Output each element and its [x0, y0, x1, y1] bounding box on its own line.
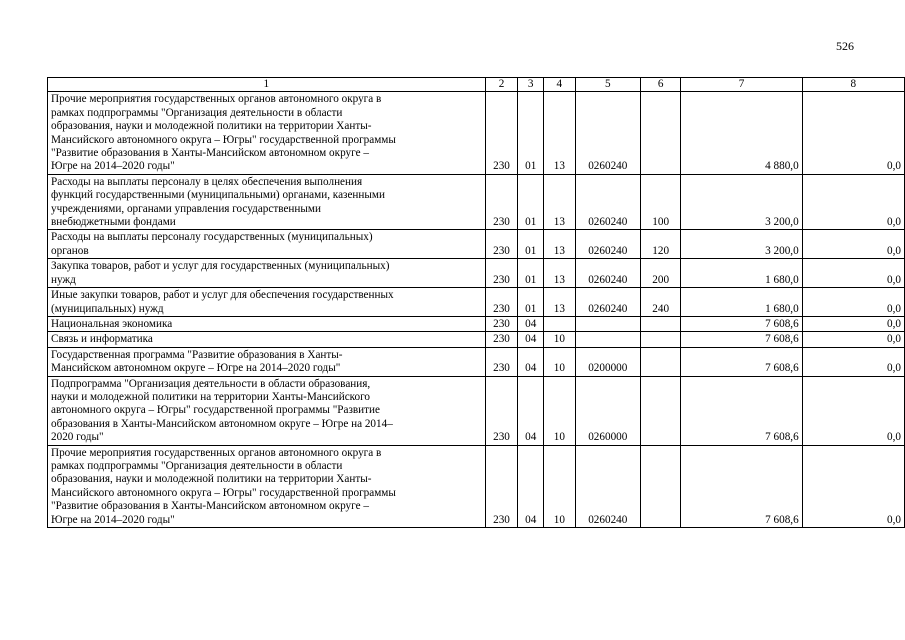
expense-type-cell: [640, 332, 680, 347]
section-cell: 01: [518, 92, 544, 174]
row-name-line: Югре на 2014–2020 годы": [51, 513, 175, 526]
admin-code-cell: 230: [485, 332, 518, 347]
target-item-cell: 0260000: [575, 376, 640, 445]
table-row: [48, 347, 905, 376]
expense-type-cell: [640, 376, 680, 445]
amount-cell: 0,0: [802, 174, 904, 230]
row-name-line: (муниципальных) нужд: [51, 302, 164, 315]
row-name-line: Национальная экономика: [51, 317, 173, 330]
amount-cell: 7 608,6: [681, 332, 802, 347]
section-cell: 01: [518, 288, 544, 317]
amount-cell: 3 200,0: [681, 230, 802, 259]
row-name-line: Мансийского автономного округа – Югры" государственной программы: [51, 486, 396, 499]
row-name-line: Югре на 2014–2020 годы": [51, 160, 175, 173]
amount-cell: 7 608,6: [681, 347, 802, 376]
subsection-cell: [544, 316, 576, 331]
column-header: 3: [518, 78, 544, 92]
table-row: [48, 174, 905, 230]
amount-cell: 0,0: [802, 92, 904, 174]
amount-cell: 7 608,6: [681, 445, 802, 527]
row-name-cell: [48, 316, 486, 331]
amount-cell: 0,0: [802, 288, 904, 317]
subsection-cell: 10: [544, 347, 576, 376]
page-number: 526: [836, 39, 854, 53]
table-row: [48, 445, 905, 527]
table-row: [48, 259, 905, 288]
subsection-cell: 13: [544, 92, 576, 174]
amount-cell: 1 680,0: [681, 259, 802, 288]
amount-cell: 0,0: [802, 316, 904, 331]
table-row: [48, 92, 905, 174]
row-name-line: Связь и информатика: [51, 333, 153, 346]
table-row: [48, 230, 905, 259]
amount-cell: 0,0: [802, 445, 904, 527]
section-cell: 04: [518, 332, 544, 347]
budget-table: [47, 77, 905, 528]
table-row: [48, 332, 905, 347]
column-header: 7: [681, 78, 802, 92]
row-name-line: Расходы на выплаты персоналу государственных (муниципальных): [51, 231, 373, 244]
target-item-cell: 0200000: [575, 347, 640, 376]
admin-code-cell: 230: [485, 347, 518, 376]
subsection-cell: 13: [544, 259, 576, 288]
target-item-cell: 0260240: [575, 174, 640, 230]
admin-code-cell: 230: [485, 288, 518, 317]
table-header-row: [48, 78, 905, 92]
amount-cell: 4 880,0: [681, 92, 802, 174]
target-item-cell: 0260240: [575, 259, 640, 288]
column-header: 8: [802, 78, 904, 92]
subsection-cell: 10: [544, 445, 576, 527]
row-name-cell: [48, 92, 486, 174]
column-header: 1: [48, 78, 486, 92]
row-name-line: Подпрограмма "Организация деятельности в области образования,: [51, 377, 371, 390]
row-name-line: Расходы на выплаты персоналу в целях обеспечения выполнения: [51, 175, 363, 188]
row-name-cell: [48, 445, 486, 527]
admin-code-cell: 230: [485, 316, 518, 331]
row-name-line: Закупка товаров, работ и услуг для государственных (муниципальных): [51, 260, 390, 273]
row-name-line: 2020 годы": [51, 431, 104, 444]
row-name-line: образования в Ханты-Мансийском автономном округе – Югре на 2014–: [51, 417, 393, 430]
row-name-line: образования, науки и молодежной политики на территории Ханты-: [51, 473, 372, 486]
section-cell: 01: [518, 174, 544, 230]
row-name-line: учреждениями, органами управления государственными: [51, 202, 321, 215]
subsection-cell: 13: [544, 230, 576, 259]
row-name-line: рамках подпрограммы "Организация деятельности в области: [51, 459, 343, 472]
expense-type-cell: [640, 347, 680, 376]
amount-cell: 7 608,6: [681, 316, 802, 331]
table-row: [48, 376, 905, 445]
target-item-cell: [575, 332, 640, 347]
row-name-line: Государственная программа "Развитие образования в Ханты-: [51, 348, 343, 361]
row-name-cell: [48, 230, 486, 259]
target-item-cell: 0260240: [575, 230, 640, 259]
target-item-cell: 0260240: [575, 288, 640, 317]
row-name-line: образования, науки и молодежной политики на территории Ханты-: [51, 120, 372, 133]
row-name-line: автономного округа – Югры" государственной программы "Развитие: [51, 404, 381, 417]
section-cell: 04: [518, 376, 544, 445]
expense-type-cell: 100: [640, 174, 680, 230]
row-name-cell: [48, 376, 486, 445]
admin-code-cell: 230: [485, 174, 518, 230]
section-cell: 01: [518, 230, 544, 259]
row-name-line: науки и молодежной политики на территории Ханты-Мансийского: [51, 390, 371, 403]
row-name-line: Прочие мероприятия государственных органов автономного округа в: [51, 446, 382, 459]
column-header: 4: [544, 78, 576, 92]
row-name-line: Иные закупки товаров, работ и услуг для обеспечения государственных: [51, 289, 394, 302]
subsection-cell: 13: [544, 174, 576, 230]
row-name-cell: [48, 259, 486, 288]
amount-cell: 1 680,0: [681, 288, 802, 317]
subsection-cell: 13: [544, 288, 576, 317]
admin-code-cell: 230: [485, 376, 518, 445]
row-name-line: функций государственными (муниципальными) органами, казенными: [51, 189, 385, 202]
subsection-cell: 10: [544, 332, 576, 347]
admin-code-cell: 230: [485, 230, 518, 259]
expense-type-cell: [640, 316, 680, 331]
admin-code-cell: 230: [485, 259, 518, 288]
admin-code-cell: 230: [485, 92, 518, 174]
expense-type-cell: 120: [640, 230, 680, 259]
section-cell: 04: [518, 316, 544, 331]
expense-type-cell: 240: [640, 288, 680, 317]
expense-type-cell: [640, 92, 680, 174]
column-header: 6: [640, 78, 680, 92]
table-row: [48, 288, 905, 317]
column-header: 2: [485, 78, 518, 92]
row-name-line: внебюджетными фондами: [51, 216, 176, 229]
row-name-line: Прочие мероприятия государственных органов автономного округа в: [51, 93, 382, 106]
row-name-line: органов: [51, 244, 89, 257]
column-header: 5: [575, 78, 640, 92]
row-name-line: Мансийском автономном округе – Югре на 2014–2020 годы": [51, 362, 341, 375]
row-name-line: рамках подпрограммы "Организация деятельности в области: [51, 106, 343, 119]
table-row: [48, 316, 905, 331]
target-item-cell: 0260240: [575, 92, 640, 174]
amount-cell: 0,0: [802, 230, 904, 259]
row-name-cell: [48, 347, 486, 376]
amount-cell: 0,0: [802, 332, 904, 347]
section-cell: 04: [518, 445, 544, 527]
row-name-line: нужд: [51, 273, 76, 286]
amount-cell: 7 608,6: [681, 376, 802, 445]
row-name-cell: [48, 174, 486, 230]
row-name-line: "Развитие образования в Ханты-Мансийском автономном округе –: [51, 147, 369, 160]
subsection-cell: 10: [544, 376, 576, 445]
amount-cell: 0,0: [802, 259, 904, 288]
amount-cell: 0,0: [802, 376, 904, 445]
row-name-line: Мансийского автономного округа – Югры" государственной программы: [51, 133, 396, 146]
row-name-line: "Развитие образования в Ханты-Мансийском автономном округе –: [51, 500, 369, 513]
expense-type-cell: [640, 445, 680, 527]
section-cell: 01: [518, 259, 544, 288]
amount-cell: 3 200,0: [681, 174, 802, 230]
expense-type-cell: 200: [640, 259, 680, 288]
table-body: [48, 78, 905, 528]
section-cell: 04: [518, 347, 544, 376]
target-item-cell: [575, 316, 640, 331]
row-name-cell: [48, 288, 486, 317]
target-item-cell: 0260240: [575, 445, 640, 527]
row-name-cell: [48, 332, 486, 347]
admin-code-cell: 230: [485, 445, 518, 527]
amount-cell: 0,0: [802, 347, 904, 376]
